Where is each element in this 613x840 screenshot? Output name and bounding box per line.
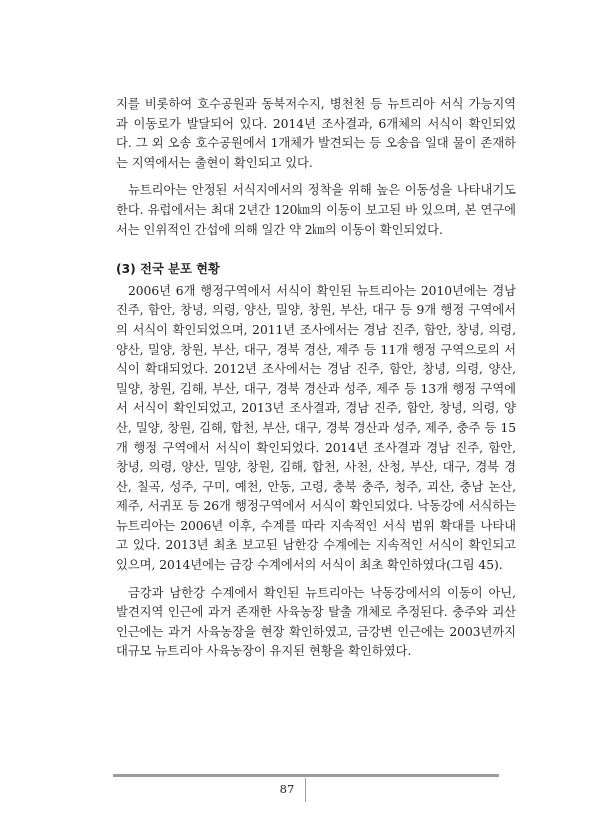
document-body: [116, 95, 516, 670]
footer-rule: [113, 774, 499, 777]
body-paragraph: 뉴트리아는 안정된 서식지에서의 정착을 위해 높은 이동성을 나타내기도 한다. 유럽에서는 최대 2년간 120㎞의 이동이 보고된 바 있으며, 본 연구에서는 인위적인 간섭에 의해 일간 약 2㎞의 이동이 확인되었다.: [116, 183, 516, 237]
footer-divider: [305, 778, 306, 802]
body-paragraph: 2006년 6개 행정구역에서 서식이 확인된 뉴트리아는 2010년에는 경남 진주, 함안, 창녕, 의령, 양산, 밀양, 창원, 부산, 대구 등 9개 행정 구역에서의 서식이 확인되었으며, 2011년 조사에서는 경남 진주, 함안, 창녕, 의령, 양산, 밀양, 창원, 부산, 대구, 경북 경산, 제주 등 11개 행정 구역으로의 서식이 확대되었다. 2012년 조사에서는 경남 진주, 함안, 창녕, 의령, 양산, 밀양, 창원, 김해, 부산, 대구, 경북 경산과 성주, 제주 등 13개 행정 구역에서 서식이 확인되었고, 2013년 조사결과, 경남 진주, 함안, 창녕, 의령, 양산, 밀양, 창원, 김해, 합천, 부산, 대구, 경북 경산과 성주, 제주, 충주 등 15개 행정 구역에서 서식이 확인되었다. 2014년 조사결과 경남 진주, 함안, 창녕, 의령, 양산, 밀양, 창원, 김해, 합천, 사천, 산청, 부산, 대구, 경북 경산, 칠곡, 성주, 구미, 예천, 안동, 고령, 충북 충주, 청주, 괴산, 충남 논산, 제주, 서귀포 등 26개 행정구역에서 서식이 확인되었다. 낙동강에 서식하는 뉴트리아는 2006년 이후, 수계를 따라 지속적인 서식 범위 확대를 나타내고 있다. 2013년 최초 보고된 남한강 수계에는 지속적인 서식이 확인되고 있으며, 2014년에는 금강 수계에서의 서식이 최초 확인하였다(그림 45).: [116, 283, 516, 573]
section-heading: (3) 전국 분포 현황: [116, 262, 220, 277]
body-paragraph: 지를 비롯하여 호수공원과 동북저수지, 병천천 등 뉴트리아 서식 가능지역과 이동로가 발달되어 있다. 2014년 조사결과, 6개체의 서식이 확인되었다. 그 외 오송 호수공원에서 1개체가 발견되는 등 오송읍 일대 물이 존재하는 지역에서는 출현이 확인되고 있다.: [116, 97, 516, 170]
body-paragraph: 금강과 남한강 수계에서 확인된 뉴트리아는 낙동강에서의 이동이 아닌, 발견지역 인근에 과거 존재한 사육농장 탈출 개체로 추정된다. 충주와 괴산 인근에는 과거 사육농장을 현장 확인하였고, 금강변 인근에는 2003년까지 대규모 뉴트리아 사육농장이 유지된 현황을 확인하였다.: [116, 585, 516, 659]
page-number: 87: [279, 782, 295, 796]
